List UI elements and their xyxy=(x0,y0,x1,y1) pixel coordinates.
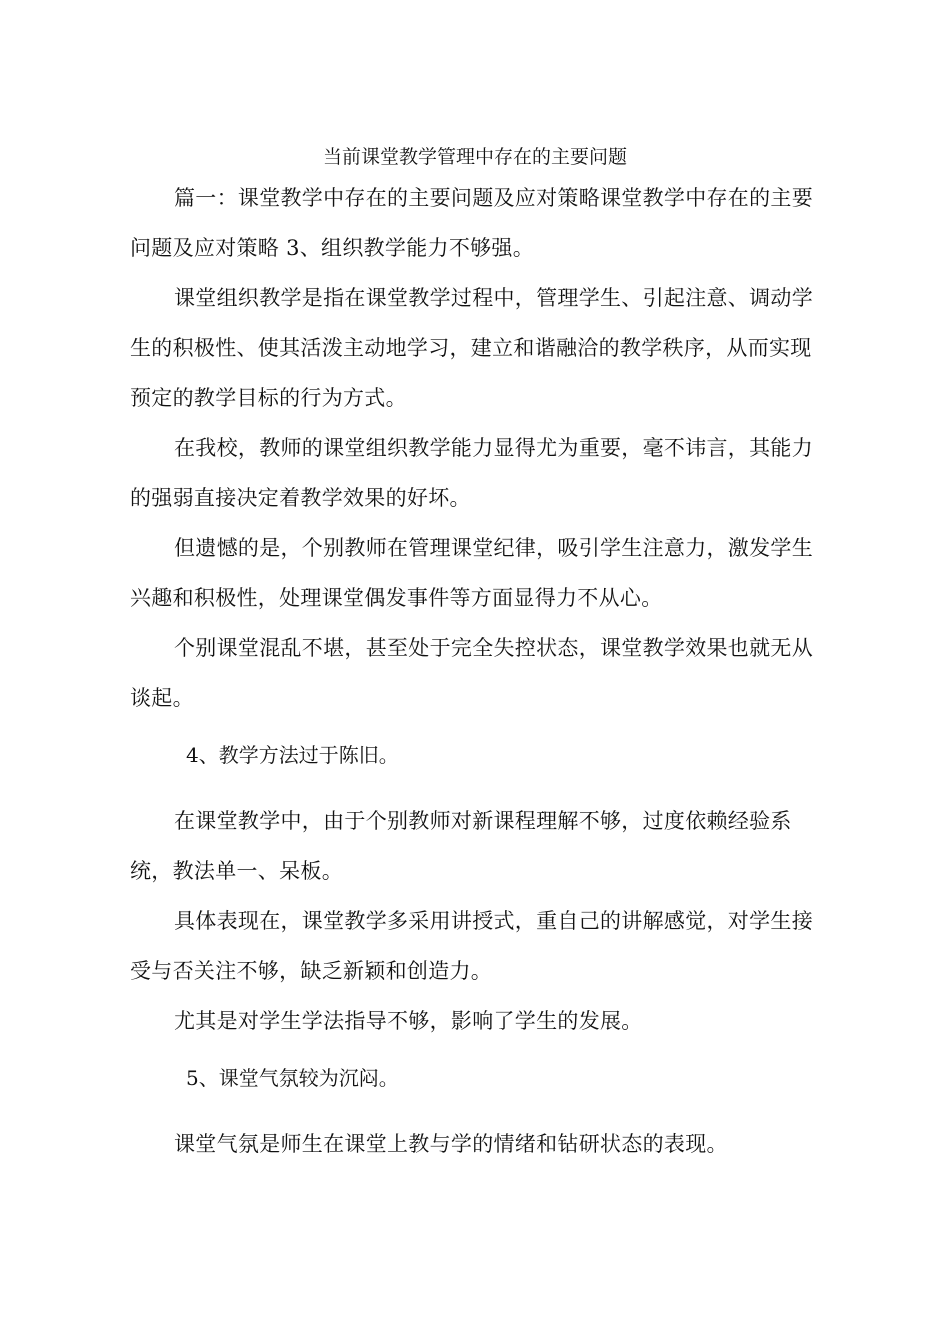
paragraph-classroom-chaos: 个别课堂混乱不堪，甚至处于完全失控状态，课堂教学效果也就无从谈起。 xyxy=(130,636,813,710)
paragraph-organization-problems: 但遗憾的是，个别教师在管理课堂纪律，吸引学生注意力，激发学生兴趣和积极性，处理课堂偶发事件等方面显得力不从心。 xyxy=(130,536,813,610)
paragraph-study-guidance: 尤其是对学生学法指导不够，影响了学生的发展。 xyxy=(174,1009,643,1033)
paragraph-intro: 篇一：课堂教学中存在的主要问题及应对策略课堂教学中存在的主要问题及应对策略 3、组织教学能力不够强。 xyxy=(130,186,813,260)
paragraph-organization-importance: 在我校，教师的课堂组织教学能力显得尤为重要，毫不讳言，其能力的强弱直接决定着教学效果的好坏。 xyxy=(130,436,813,510)
paragraph-organization-definition: 课堂组织教学是指在课堂教学过程中，管理学生、引起注意、调动学生的积极性、使其活泼主动地学习，建立和谐融洽的教学秩序，从而实现预定的教学目标的行为方式。 xyxy=(130,286,813,410)
section-heading-atmosphere: 5、课堂气氛较为沉闷。 xyxy=(186,1066,399,1090)
paragraph-atmosphere-definition: 课堂气氛是师生在课堂上教与学的情绪和钻研状态的表现。 xyxy=(174,1132,728,1156)
paragraph-methods-outdated: 在课堂教学中，由于个别教师对新课程理解不够，过度依赖经验系统，教法单一、呆板。 xyxy=(130,809,792,883)
document-title: 当前课堂教学管理中存在的主要问题 xyxy=(322,146,627,168)
paragraph-methods-details: 具体表现在，课堂教学多采用讲授式，重自己的讲解感觉，对学生接受与否关注不够，缺乏新颖和创造力。 xyxy=(130,909,813,983)
section-heading-teaching-methods: 4、教学方法过于陈旧。 xyxy=(186,743,399,767)
